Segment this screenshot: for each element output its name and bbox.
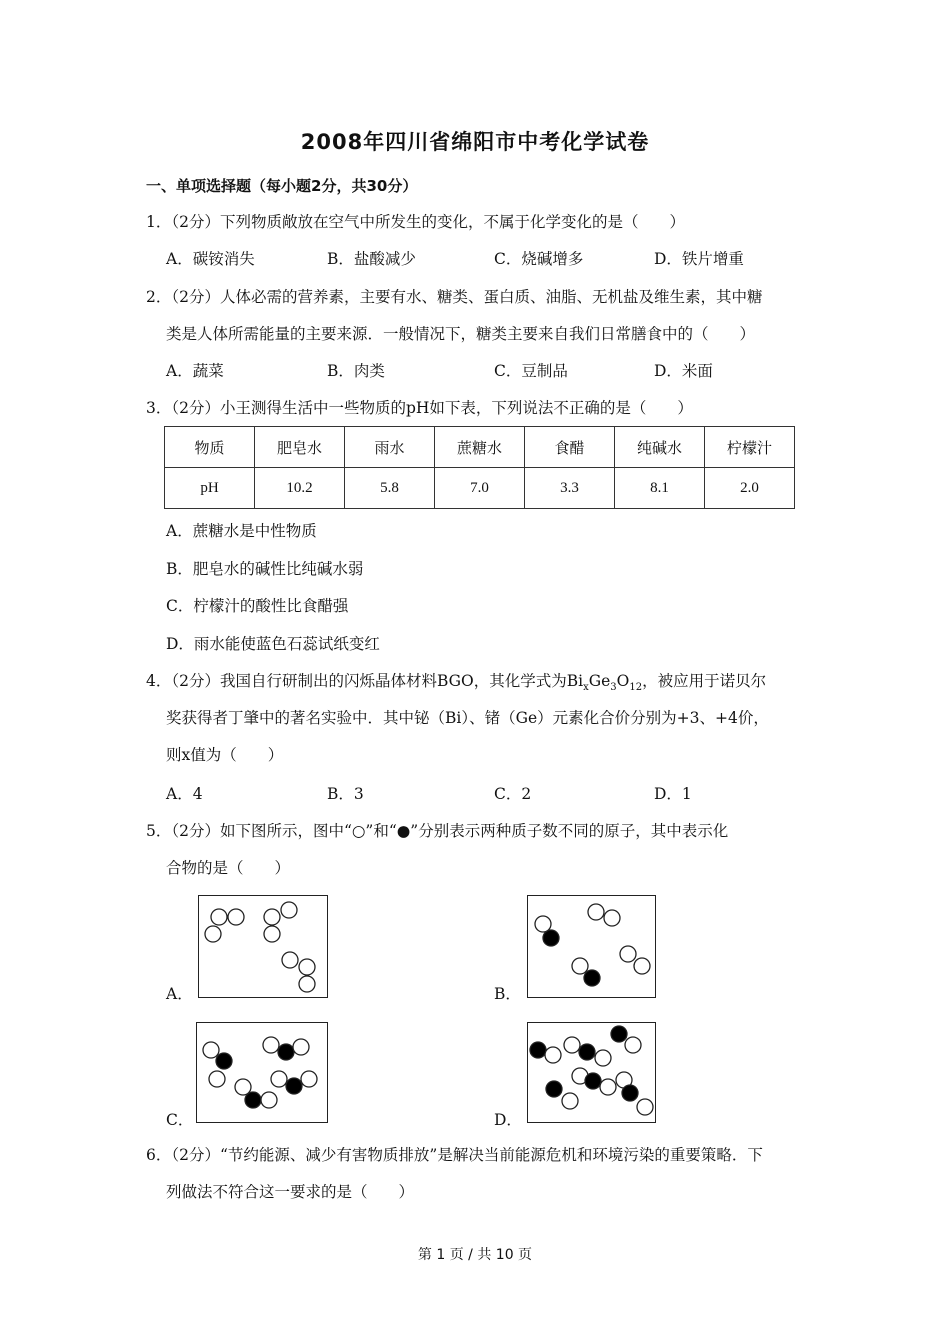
q5-label-a: A． — [166, 985, 193, 1003]
ph-table — [164, 426, 795, 509]
white-atom — [301, 1071, 317, 1087]
q4-option-b: B．3 — [327, 785, 364, 803]
q1-option-d: D．铁片增重 — [654, 250, 744, 268]
diagram-b-svg — [528, 896, 655, 997]
q4-text: ，被应用于诺贝尔 — [642, 672, 767, 690]
ph-table-value-row — [165, 468, 795, 509]
q4-stem-line3: 则x值为（ ） — [166, 746, 284, 764]
white-atom — [261, 1092, 277, 1108]
q5-stem-line1: 5．（2分）如下图所示，图中“○”和“●”分别表示两种质子数不同的原子，其中表示化 — [146, 822, 729, 840]
q4-text: 4．（2分）我国自行研制出的闪烁晶体材料BGO，其化学式为Bi — [146, 672, 584, 690]
q4-text: Ge — [588, 672, 611, 690]
q4-option-a: A．4 — [166, 785, 203, 803]
black-atom — [530, 1042, 546, 1058]
q4-option-d: D．1 — [654, 785, 692, 803]
q1-option-b: B．盐酸减少 — [327, 250, 416, 268]
q3-option-b: B．肥皂水的碱性比纯碱水弱 — [166, 560, 364, 578]
ph-table-cell: 纯碱水 — [615, 427, 705, 468]
ph-table-cell: 物质 — [165, 427, 255, 468]
q2-option-d: D．米面 — [654, 362, 713, 380]
black-atom — [584, 970, 600, 986]
black-atom — [278, 1044, 294, 1060]
black-atom — [245, 1092, 261, 1108]
q1-option-c: C．烧碱增多 — [494, 250, 584, 268]
white-atom — [264, 926, 280, 942]
black-atom — [622, 1085, 638, 1101]
white-atom — [564, 1037, 580, 1053]
q4-stem-line2: 奖获得者丁肇中的著名实验中．其中铋（Bi）、锗（Ge）元素化合价分别为+3、+4价， — [166, 709, 769, 727]
q5-label-c: C． — [166, 1111, 194, 1129]
black-atom — [216, 1053, 232, 1069]
white-atom — [228, 909, 244, 925]
white-atom — [604, 910, 620, 926]
ph-table-cell: 8.1 — [615, 468, 705, 509]
q2-stem-line1: 2．（2分）人体必需的营养素，主要有水、糖类、蛋白质、油脂、无机盐及维生素，其中糖 — [146, 288, 763, 306]
page-footer: 第 1 页 / 共 10 页 — [417, 1247, 533, 1263]
white-atom — [588, 904, 604, 920]
black-atom — [585, 1073, 601, 1089]
ph-table-cell: 柠檬汁 — [705, 427, 795, 468]
ph-table-cell: 5.8 — [345, 468, 435, 509]
white-atom — [299, 959, 315, 975]
molecule-diagram-a — [198, 895, 328, 998]
q1-stem: 1．（2分）下列物质敞放在空气中所发生的变化，不属于化学变化的是（ ） — [146, 213, 685, 231]
white-atom — [535, 916, 551, 932]
ph-table-cell: 蔗糖水 — [435, 427, 525, 468]
diagram-d-svg — [528, 1023, 655, 1122]
ph-table-cell: 食醋 — [525, 427, 615, 468]
section-heading: 一、单项选择题（每小题2分，共30分） — [146, 177, 418, 195]
page-title: 2008年四川省绵阳市中考化学试卷 — [300, 130, 650, 154]
white-atom — [211, 909, 227, 925]
diagram-c-svg — [197, 1023, 327, 1122]
white-atom — [595, 1050, 611, 1066]
white-atom — [281, 902, 297, 918]
white-atom — [299, 976, 315, 992]
q4-text: O — [616, 672, 630, 690]
black-atom — [543, 930, 559, 946]
black-atom — [579, 1044, 595, 1060]
white-atom — [637, 1099, 653, 1115]
q2-stem-line2: 类是人体所需能量的主要来源．一般情况下，糖类主要来自我们日常膳食中的（ ） — [166, 325, 756, 343]
q3-option-d: D．雨水能使蓝色石蕊试纸变红 — [166, 635, 380, 653]
q2-option-c: C．豆制品 — [494, 362, 568, 380]
q2-option-b: B．肉类 — [327, 362, 385, 380]
q3-stem: 3．（2分）小王测得生活中一些物质的pH如下表，下列说法不正确的是（ ） — [146, 399, 693, 417]
white-atom — [634, 958, 650, 974]
white-atom — [271, 1071, 287, 1087]
subscript: 3 — [610, 682, 617, 694]
white-atom — [264, 909, 280, 925]
white-atom — [209, 1071, 225, 1087]
white-atom — [620, 946, 636, 962]
black-atom — [546, 1081, 562, 1097]
white-atom — [545, 1047, 561, 1063]
white-atom — [282, 952, 298, 968]
molecule-diagram-c — [196, 1022, 328, 1123]
q3-option-c: C．柠檬汁的酸性比食醋强 — [166, 597, 349, 615]
molecule-diagram-d — [527, 1022, 656, 1123]
white-atom — [203, 1042, 219, 1058]
subscript: 12 — [629, 682, 643, 694]
ph-table-cell: 7.0 — [435, 468, 525, 509]
white-atom — [600, 1079, 616, 1095]
ph-table-cell: 10.2 — [255, 468, 345, 509]
black-atom — [611, 1026, 627, 1042]
ph-table-cell: 雨水 — [345, 427, 435, 468]
q5-stem-line2: 合物的是（ ） — [166, 859, 291, 877]
subscript: x — [583, 682, 589, 694]
ph-table-cell: pH — [165, 468, 255, 509]
q4-option-c: C．2 — [494, 785, 532, 803]
ph-table-cell: 3.3 — [525, 468, 615, 509]
q1-option-a: A．碳铵消失 — [166, 250, 255, 268]
q5-label-b: B． — [494, 985, 521, 1003]
ph-table-header-row — [165, 427, 795, 468]
q5-label-d: D． — [494, 1111, 522, 1129]
q6-stem-line1: 6．（2分）“节约能源、减少有害物质排放”是解决当前能源危机和环境污染的重要策略．下 — [146, 1146, 763, 1164]
white-atom — [293, 1039, 309, 1055]
white-atom — [263, 1037, 279, 1053]
ph-table-cell: 2.0 — [705, 468, 795, 509]
white-atom — [625, 1037, 641, 1053]
molecule-diagram-b — [527, 895, 656, 998]
black-atom — [286, 1078, 302, 1094]
white-atom — [572, 958, 588, 974]
q3-option-a: A．蔗糖水是中性物质 — [166, 522, 317, 540]
white-atom — [205, 926, 221, 942]
ph-table-cell: 肥皂水 — [255, 427, 345, 468]
q6-stem-line2: 列做法不符合这一要求的是（ ） — [166, 1183, 415, 1201]
q4-stem-line1 — [146, 671, 766, 698]
diagram-a-svg — [199, 896, 327, 997]
q2-option-a: A．蔬菜 — [166, 362, 224, 380]
white-atom — [562, 1093, 578, 1109]
